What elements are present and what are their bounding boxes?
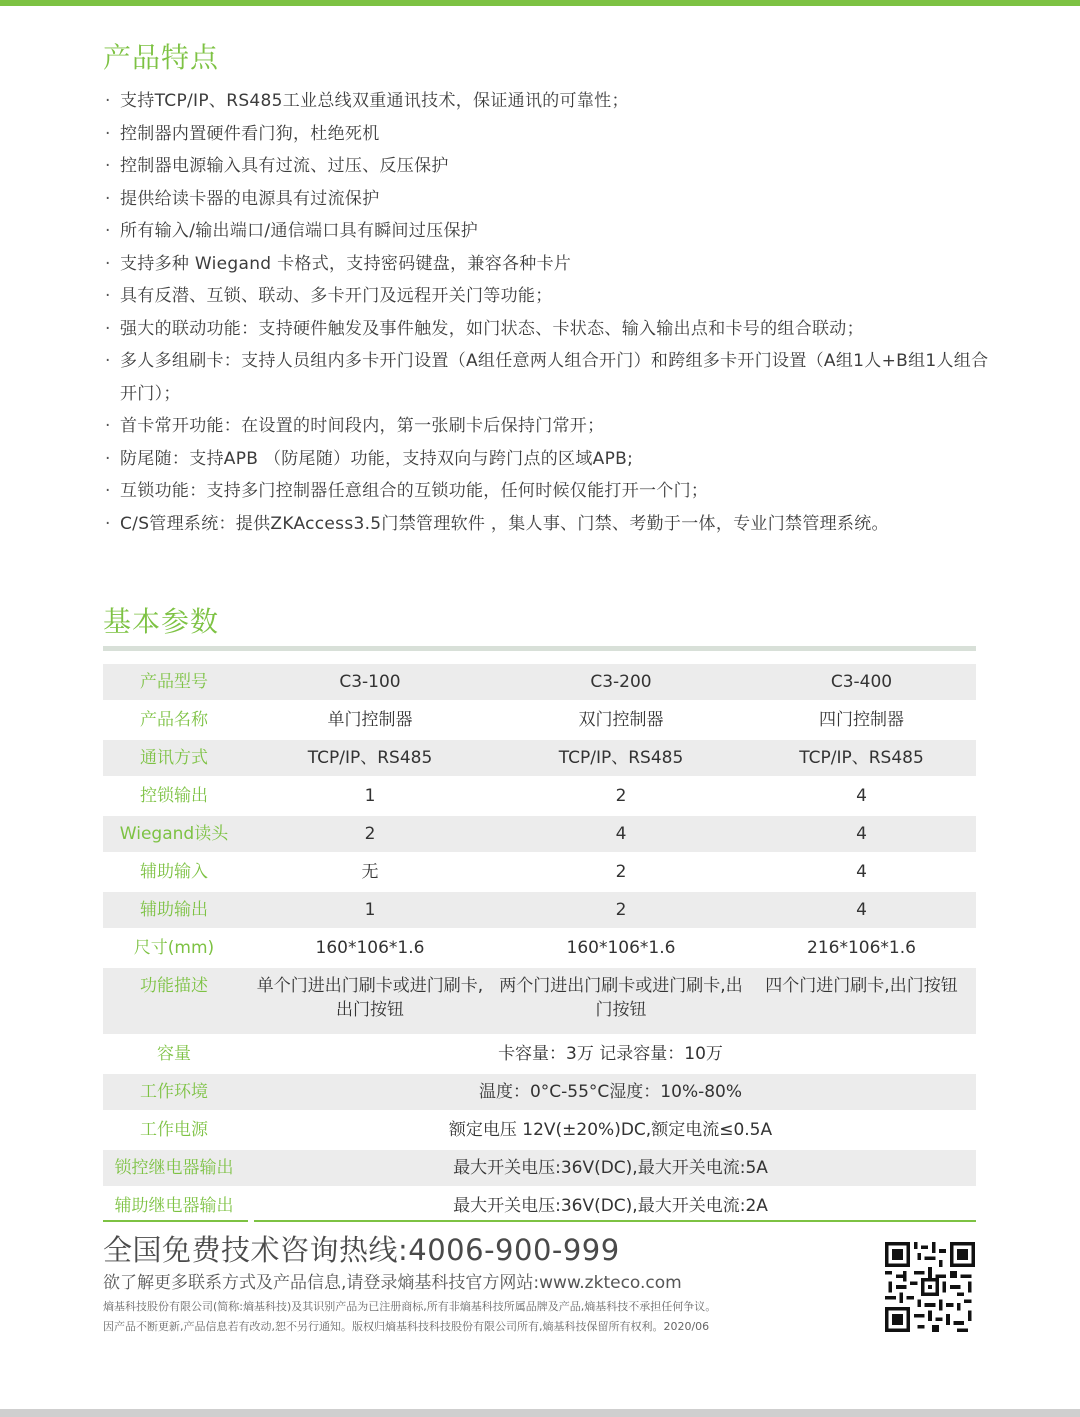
cell-c3-400: 4	[856, 862, 867, 882]
cell-c3-200: 2	[495, 892, 747, 928]
feature-item: · 提供给读卡器的电源具有过流保护	[103, 183, 1003, 216]
cell-c3-400: 4	[747, 816, 976, 852]
feature-item: · 具有反潜、互锁、联动、多卡开门及远程开关门等功能；	[103, 280, 1003, 313]
table-row	[103, 740, 976, 776]
cell-c3-400: 4	[747, 892, 976, 928]
cell-c3-400: 4	[856, 786, 867, 806]
cell-c3-100: 1	[245, 892, 495, 928]
params-title: 基本参数	[103, 605, 220, 638]
row-label: 产品名称	[140, 710, 208, 730]
cell-c3-400: 216*106*1.6	[807, 938, 916, 958]
table-row	[103, 1036, 976, 1072]
table-row	[103, 664, 976, 700]
table-row	[103, 854, 976, 890]
cell-c3-100: 2	[245, 816, 495, 852]
features-list	[103, 85, 1003, 540]
row-label: 工作电源	[140, 1120, 208, 1140]
features-title: 产品特点	[103, 41, 220, 74]
cell-c3-200: C3-200	[495, 664, 747, 700]
feature-item: · 支持多种 Wiegand 卡格式，支持密码键盘，兼容各种卡片	[103, 248, 1003, 281]
table-row	[103, 1074, 976, 1110]
cell-c3-200: 2	[615, 862, 627, 882]
cell-c3-100: 1	[364, 786, 376, 806]
feature-item: · 控制器内置硬件看门狗，杜绝死机	[103, 118, 1003, 151]
cell-c3-100: 无	[361, 862, 379, 882]
table-row	[103, 968, 976, 1034]
cell-c3-100: 单门控制器	[327, 710, 413, 730]
footer-divider-left	[103, 1220, 248, 1222]
feature-item: · 强大的联动功能：支持硬件触发及事件触发，如门状态、卡状态、输入输出点和卡号的组合联动；	[103, 313, 1003, 346]
qr-code-icon[interactable]	[885, 1242, 975, 1332]
cell-c3-100: C3-100	[245, 664, 495, 700]
merged-cell: 最大开关电压:36V(DC),最大开关电流:5A	[245, 1150, 976, 1186]
website-text: 欲了解更多联系方式及产品信息,请登录熵基科技官方网站:www.zkteco.com	[103, 1273, 682, 1293]
row-label: Wiegand读头	[103, 816, 245, 852]
feature-item: · 所有输入/输出端口/通信端口具有瞬间过压保护	[103, 215, 1003, 248]
spec-table	[103, 662, 976, 1226]
table-row	[103, 892, 976, 928]
row-label: 通讯方式	[103, 740, 245, 776]
table-row	[103, 930, 976, 966]
feature-item: · C/S管理系统：提供ZKAccess3.5门禁管理软件 ，集人事、门禁、考勤于一体，专业门禁管理系统。	[103, 508, 1003, 541]
table-row	[103, 816, 976, 852]
cell-c3-200: 2	[615, 786, 627, 806]
cell-c3-200: 双门控制器	[578, 710, 664, 730]
row-label: 产品型号	[103, 664, 245, 700]
feature-item: · 防尾随：支持APB （防尾随）功能，支持双向与跨门点的区域APB;	[103, 443, 1003, 476]
hotline-text: 全国免费技术咨询热线:4006-900-999	[103, 1233, 620, 1267]
merged-cell: 最大开关电压:36V(DC),最大开关电流:2A	[453, 1196, 768, 1216]
cell-c3-400: C3-400	[747, 664, 976, 700]
feature-item: · 控制器电源输入具有过流、过压、反压保护	[103, 150, 1003, 183]
cell-c3-200: 两个门进出门刷卡或进门刷卡,出门按钮	[495, 968, 747, 1034]
row-label: 辅助继电器输出	[114, 1196, 234, 1216]
row-label: 辅助输出	[103, 892, 245, 928]
merged-cell: 额定电压 12V(±20%)DC,额定电流≤0.5A	[448, 1120, 773, 1140]
row-label: 尺寸(mm)	[133, 938, 215, 958]
feature-item: · 互锁功能：支持多门控制器任意组合的互锁功能，任何时候仅能打开一个门；	[103, 475, 1003, 508]
cell-c3-100: TCP/IP、RS485	[245, 740, 495, 776]
feature-item: · 首卡常开功能：在设置的时间段内，第一张刷卡后保持门常开；	[103, 410, 1003, 443]
params-divider	[103, 646, 976, 651]
row-label: 辅助输入	[140, 862, 208, 882]
row-label: 工作环境	[103, 1074, 245, 1110]
table-row	[103, 778, 976, 814]
cell-c3-100: 160*106*1.6	[315, 938, 425, 958]
merged-cell: 卡容量：3万 记录容量：10万	[498, 1044, 723, 1064]
cell-c3-200: TCP/IP、RS485	[495, 740, 747, 776]
cell-c3-200: 4	[495, 816, 747, 852]
legal-notice-2: 因产品不断更新,产品信息若有改动,恕不另行通知。版权归熵基科技科技股份有限公司所有,熵基科技保留所有权利。2020/06	[103, 1320, 710, 1333]
top-accent-bar	[0, 0, 1080, 6]
row-label: 控锁输出	[140, 786, 208, 806]
table-row	[103, 702, 976, 738]
table-row	[103, 1188, 976, 1224]
table-row	[103, 1150, 976, 1186]
cell-c3-200: 160*106*1.6	[566, 938, 676, 958]
feature-item: · 多人多组刷卡：支持人员组内多卡开门设置（A组任意两人组合开门）和跨组多卡开门设置（A组1人+B组1人组合开门）；	[103, 345, 1003, 410]
table-row	[103, 1112, 976, 1148]
cell-c3-400: 四个门进门刷卡,出门按钮	[747, 968, 976, 1034]
row-label: 锁控继电器输出	[103, 1150, 245, 1186]
row-label: 容量	[157, 1044, 191, 1064]
footer-divider-right	[254, 1220, 976, 1222]
cell-c3-400: TCP/IP、RS485	[747, 740, 976, 776]
row-label: 功能描述	[103, 968, 245, 1034]
cell-c3-100: 单个门进出门刷卡或进门刷卡,出门按钮	[245, 968, 495, 1034]
legal-notice-1: 熵基科技股份有限公司(简称:熵基科技)及其识别产品为已注册商标,所有非熵基科技所属品牌及产品,熵基科技不承担任何争议。	[103, 1300, 717, 1313]
feature-item: · 支持TCP/IP、RS485工业总线双重通讯技术，保证通讯的可靠性；	[103, 85, 1003, 118]
bottom-bar	[0, 1409, 1080, 1417]
merged-cell: 温度：0°C-55°C湿度：10%-80%	[245, 1074, 976, 1110]
cell-c3-400: 四门控制器	[819, 710, 904, 730]
